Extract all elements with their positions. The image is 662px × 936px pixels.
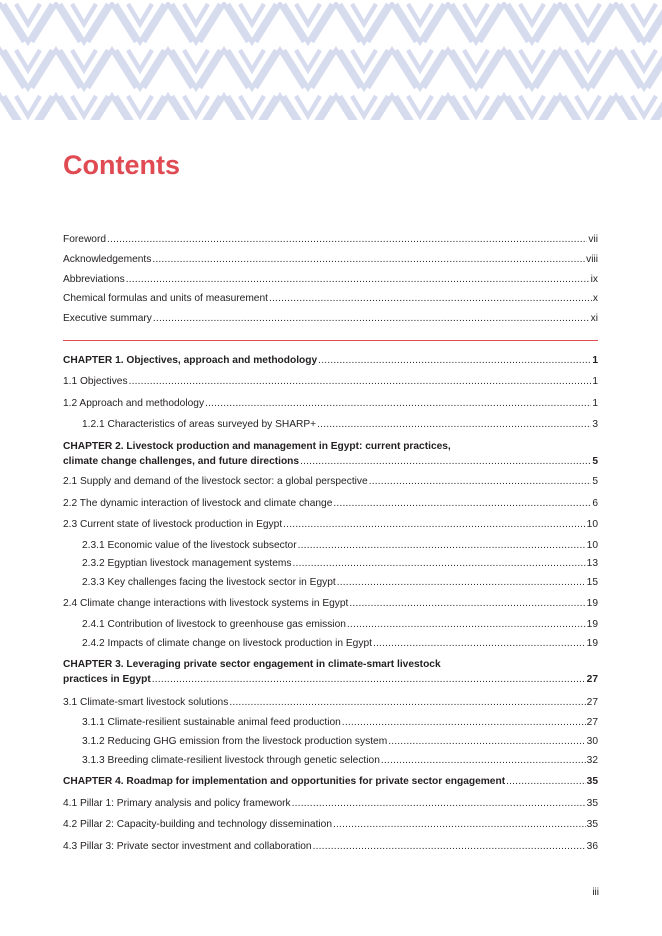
toc-entry-page: 10: [586, 540, 598, 551]
toc-entry-page: 27: [586, 717, 598, 728]
toc-subentry[interactable]: [82, 637, 598, 650]
toc-entry-label: Executive summary: [63, 313, 152, 324]
toc-entry-label: CHAPTER 1. Objectives, approach and methodology: [63, 355, 318, 366]
toc-chapter-entry[interactable]: [63, 658, 598, 686]
toc-subentry[interactable]: [82, 539, 598, 552]
toc-entry-page: 10: [586, 519, 598, 530]
toc-entry-label: 2.3.3 Key challenges facing the livestock sector in Egypt: [82, 577, 336, 588]
toc-entry[interactable]: [63, 518, 598, 531]
leader-dots: [369, 475, 592, 488]
toc-entry-page: 35: [586, 798, 598, 809]
toc-entry-label: 3.1 Climate-smart livestock solutions: [63, 697, 229, 708]
toc-entry-label: Foreword: [63, 234, 107, 245]
leader-dots: [317, 418, 591, 431]
toc-entry-page: 1: [592, 398, 598, 409]
toc-entry[interactable]: [63, 818, 598, 831]
leader-dots: [333, 818, 586, 831]
toc-subentry[interactable]: [82, 716, 598, 729]
toc-entry-label: CHAPTER 4. Roadmap for implementation and opportunities for private sector engagement: [63, 776, 506, 787]
toc-subentry[interactable]: [82, 418, 598, 431]
toc-entry-page: 3: [592, 419, 598, 430]
toc-entry-page: 1: [592, 355, 598, 366]
leader-dots: [347, 618, 586, 631]
toc-entry-label: 2.1 Supply and demand of the livestock sector: a global perspective: [63, 476, 368, 487]
toc-entry[interactable]: [63, 233, 598, 246]
toc-entry[interactable]: [63, 475, 598, 488]
toc-entry-page: 1: [592, 376, 598, 387]
toc-entry[interactable]: [63, 397, 598, 410]
toc-entry-page: 15: [586, 577, 598, 588]
toc-entry[interactable]: [63, 840, 598, 853]
decorative-header-pattern: [0, 0, 662, 122]
toc-entry[interactable]: [63, 292, 598, 305]
toc-entry[interactable]: [63, 273, 598, 286]
toc-chapter-entry[interactable]: [63, 354, 598, 367]
toc-subentry[interactable]: [82, 754, 598, 767]
leader-dots: [152, 673, 586, 686]
toc-entry-label-line2: practices in Egypt: [63, 674, 151, 685]
toc-entry-label-line2: climate change challenges, and future directions: [63, 456, 300, 467]
toc-subentry[interactable]: [82, 557, 598, 570]
toc-entry-label: 2.4 Climate change interactions with livestock systems in Egypt: [63, 598, 349, 609]
toc-entry-label: Abbreviations: [63, 274, 125, 285]
toc-entry-label: 3.1.3 Breeding climate-resilient livestock through genetic selection: [82, 755, 380, 766]
toc-entry-page: x: [592, 293, 598, 304]
toc-entry-page: 32: [586, 755, 598, 766]
leader-dots: [107, 233, 587, 246]
toc-entry-label: 1.1 Objectives: [63, 376, 128, 387]
toc-entry-page: 6: [592, 498, 598, 509]
toc-subentry[interactable]: [82, 576, 598, 589]
toc-entry-page: 30: [586, 736, 598, 747]
toc-entry-page: 19: [586, 619, 598, 630]
toc-subentry[interactable]: [82, 618, 598, 631]
toc-entry-label: 2.3.2 Egyptian livestock management systems: [82, 558, 292, 569]
toc-entry-label: 4.2 Pillar 2: Capacity-building and technology dissemination: [63, 819, 332, 830]
toc-entry[interactable]: [63, 696, 598, 709]
toc-entry[interactable]: [63, 497, 598, 510]
toc-entry-label-line1: CHAPTER 2. Livestock production and management in Egypt: current practices,: [63, 441, 451, 452]
leader-dots: [126, 273, 590, 286]
toc-entry-label: 2.4.2 Impacts of climate change on livestock production in Egypt: [82, 638, 372, 649]
toc-entry-label: 4.3 Pillar 3: Private sector investment and collaboration: [63, 841, 312, 852]
toc-entry-label: Acknowledgements: [63, 254, 152, 265]
toc-entry-page: vii: [588, 234, 598, 245]
toc-entry-label: 1.2.1 Characteristics of areas surveyed by SHARP+: [82, 419, 317, 430]
leader-dots: [229, 696, 585, 709]
leader-dots: [373, 637, 586, 650]
toc-entry-page: 5: [592, 476, 598, 487]
toc-entry-page: 35: [586, 776, 598, 787]
section-divider: [63, 340, 598, 341]
toc-entry[interactable]: [63, 797, 598, 810]
toc-entry-page: ix: [590, 274, 598, 285]
toc-entry-page: 36: [586, 841, 598, 852]
leader-dots: [337, 576, 586, 589]
leader-dots: [342, 716, 586, 729]
toc-entry-label-line1: CHAPTER 3. Leveraging private sector engagement in climate-smart livestock: [63, 659, 441, 670]
toc-entry-label: 2.3 Current state of livestock production in Egypt: [63, 519, 283, 530]
leader-dots: [333, 497, 591, 510]
leader-dots: [506, 775, 586, 788]
leader-dots: [349, 597, 585, 610]
leader-dots: [298, 539, 586, 552]
toc-chapter-entry[interactable]: [63, 775, 598, 788]
toc-entry[interactable]: [63, 375, 598, 388]
leader-dots: [388, 735, 585, 748]
toc-entry-page: 19: [586, 638, 598, 649]
toc-entry-page: viii: [586, 254, 598, 265]
toc-entry-page: xi: [590, 313, 598, 324]
leader-dots: [313, 840, 586, 853]
toc-entry[interactable]: [63, 253, 598, 266]
leader-dots: [129, 375, 592, 388]
toc-entry-page: 27: [586, 697, 598, 708]
leader-dots: [381, 754, 586, 767]
leader-dots: [152, 253, 585, 266]
leader-dots: [153, 312, 590, 325]
toc-entry-page: 5: [592, 456, 598, 467]
toc-entry-label: 2.3.1 Economic value of the livestock subsector: [82, 540, 297, 551]
toc-entry-label: 2.4.1 Contribution of livestock to greenhouse gas emission: [82, 619, 346, 630]
leader-dots: [269, 292, 592, 305]
leader-dots: [283, 518, 586, 531]
toc-entry[interactable]: [63, 312, 598, 325]
leader-dots: [293, 557, 586, 570]
toc-entry-page: 27: [586, 674, 598, 685]
toc-entry-label: 3.1.1 Climate-resilient sustainable animal feed production: [82, 717, 341, 728]
toc-entry-page: 19: [586, 598, 598, 609]
toc-entry[interactable]: [63, 597, 598, 610]
toc-entry-label: Chemical formulas and units of measurement: [63, 293, 268, 304]
toc-entry-label: 1.2 Approach and methodology: [63, 398, 205, 409]
leader-dots: [292, 797, 586, 810]
toc-entry-label: 3.1.2 Reducing GHG emission from the livestock production system: [82, 736, 388, 747]
toc-chapter-entry[interactable]: [63, 440, 598, 468]
toc-entry-label: 4.1 Pillar 1: Primary analysis and policy framework: [63, 798, 291, 809]
leader-dots: [205, 397, 591, 410]
page-number: iii: [592, 887, 599, 898]
toc-entry-page: 35: [586, 819, 598, 830]
leader-dots: [318, 354, 591, 367]
page-title: Contents: [63, 150, 180, 180]
leader-dots: [300, 455, 591, 468]
toc-entry-label: 2.2 The dynamic interaction of livestock and climate change: [63, 498, 333, 509]
toc-subentry[interactable]: [82, 735, 598, 748]
toc-entry-page: 13: [586, 558, 598, 569]
